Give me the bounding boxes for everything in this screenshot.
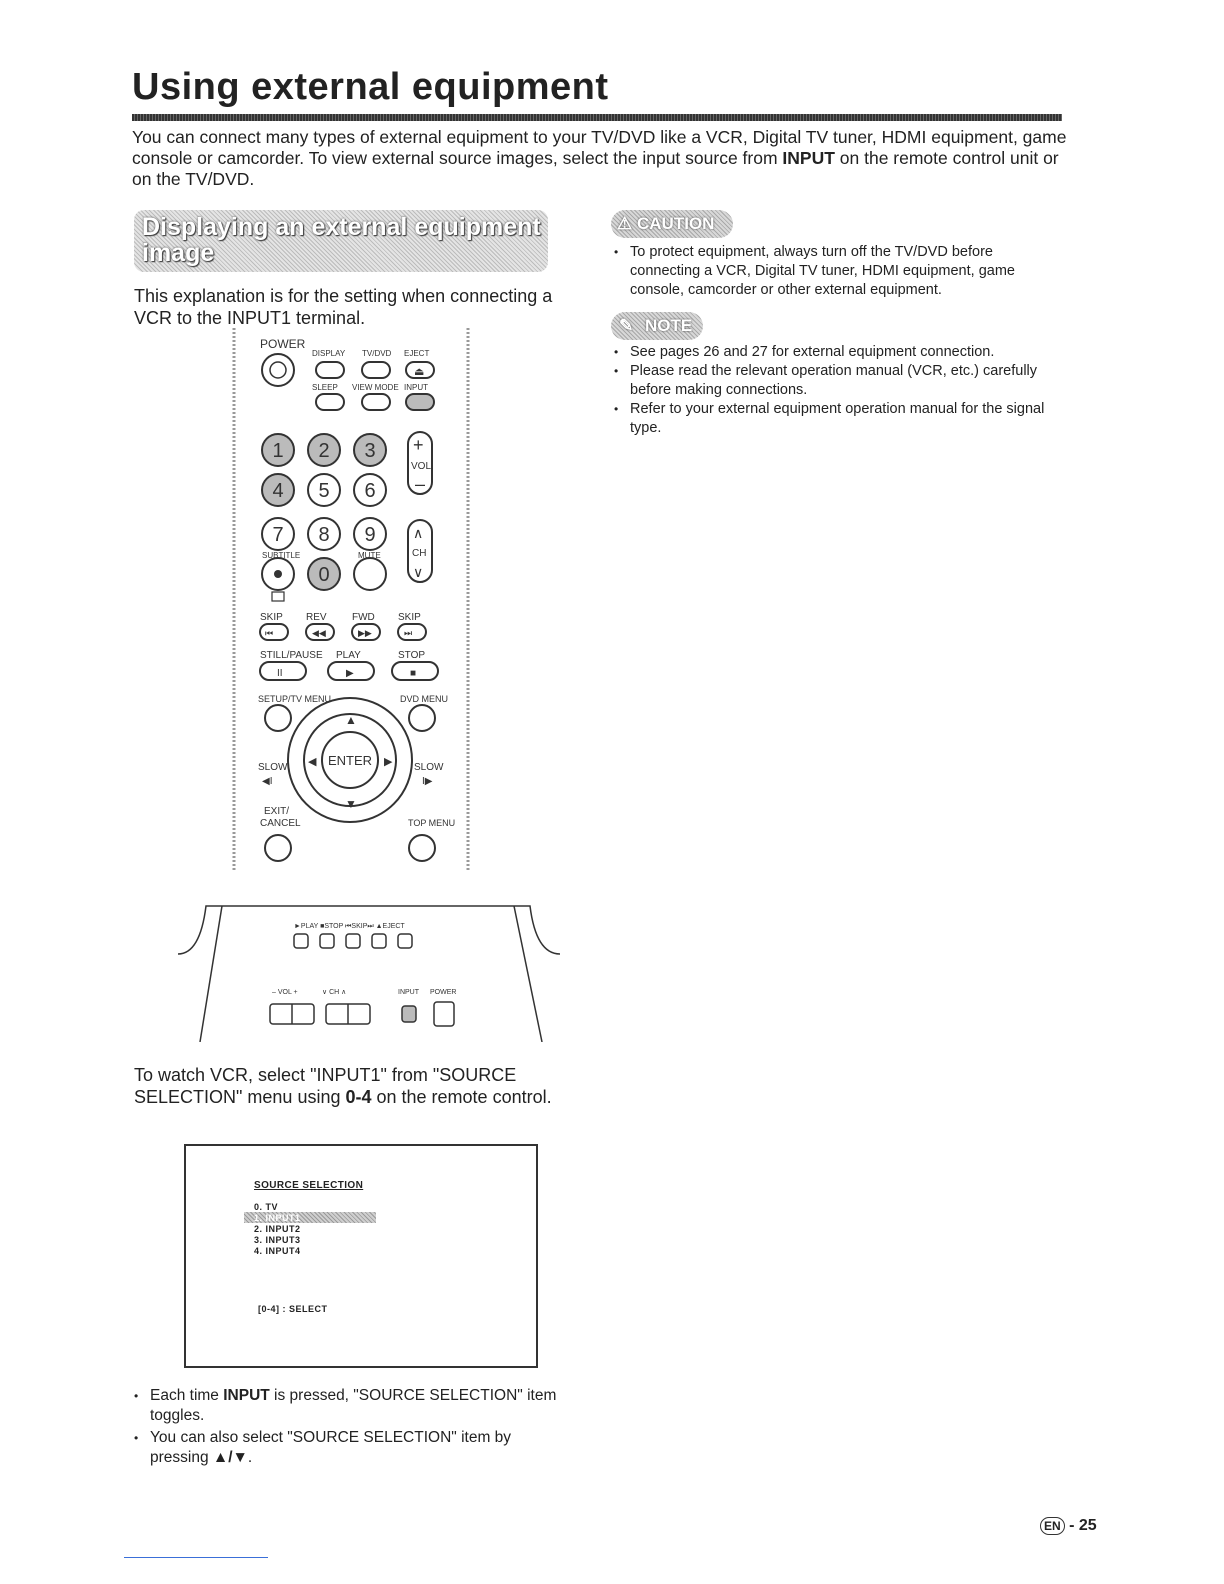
tvdvd-button xyxy=(362,362,390,378)
top-menu-button xyxy=(409,835,435,861)
svg-text:I▶: I▶ xyxy=(422,776,433,787)
footer-rule xyxy=(124,1557,268,1558)
bottom-notes xyxy=(134,1386,564,1468)
svg-text:0: 0 xyxy=(318,564,330,586)
osd-hint: [0-4] : SELECT xyxy=(258,1304,328,1314)
dvd-menu-button xyxy=(409,705,435,731)
panel-vol-label: – VOL + xyxy=(272,989,298,996)
bullet-item: • Each time INPUT is pressed, "SOURCE SELECTION" item toggles. xyxy=(134,1386,564,1426)
svg-text:3: 3 xyxy=(364,440,376,462)
svg-text:II: II xyxy=(277,668,283,679)
slow-left-label: SLOW xyxy=(258,762,288,773)
dvd-menu-label: DVD MENU xyxy=(400,694,449,704)
bullet-item: • You can also select "SOURCE SELECTION" item by pressing ▲/▼. xyxy=(134,1428,564,1468)
pause-button xyxy=(260,662,306,680)
page-number: EN - 25 xyxy=(1040,1517,1097,1535)
bullet-item: • Refer to your external equipment operation manual for the signal type. xyxy=(614,400,1064,438)
title-rule xyxy=(132,114,1062,121)
skip-fwd-label: SKIP xyxy=(398,612,421,623)
caution-list xyxy=(614,243,1064,300)
page-title: Using external equipment xyxy=(132,66,609,108)
top-menu-label: TOP MENU xyxy=(408,818,456,828)
slow-right-label: SLOW xyxy=(414,762,444,773)
panel-eject-button xyxy=(398,934,412,948)
ch-label: CH xyxy=(412,548,427,559)
exit-button xyxy=(265,835,291,861)
exit-label: EXIT/ xyxy=(264,806,290,817)
panel-skip-back-button xyxy=(346,934,360,948)
panel-input-label: INPUT xyxy=(398,989,419,996)
viewmode-label: VIEW MODE xyxy=(352,383,399,392)
svg-text:⏮: ⏮ xyxy=(265,628,274,638)
panel-skip-fwd-button xyxy=(372,934,386,948)
vol-label: VOL xyxy=(411,461,432,472)
right-arrow-icon: ▶ xyxy=(384,756,393,768)
up-arrow-icon: ▲ xyxy=(345,713,357,727)
vol-plus-icon: + xyxy=(413,435,424,455)
svg-text:◀I: ◀I xyxy=(262,776,273,787)
skip-back-label: SKIP xyxy=(260,612,283,623)
note-list xyxy=(614,343,1064,438)
display-button xyxy=(316,362,344,378)
panel-power-button xyxy=(434,1002,454,1026)
display-label: DISPLAY xyxy=(312,349,346,358)
ch-down-icon: ∨ xyxy=(413,564,424,580)
remote-control-illustration xyxy=(232,328,470,870)
osd-item[interactable]: 0. TV xyxy=(254,1202,279,1212)
svg-text:7: 7 xyxy=(272,524,284,546)
source-selection-screen xyxy=(184,1144,538,1368)
front-panel-illustration xyxy=(170,896,590,1042)
svg-text:⏭: ⏭ xyxy=(404,628,413,638)
down-arrow-icon: ▼ xyxy=(345,797,357,811)
section-explanation: This explanation is for the setting when connecting a VCR to the INPUT1 terminal. xyxy=(134,286,553,328)
intro-paragraph: You can connect many types of external equipment to your TV/DVD like a VCR, Digital TV tuner, HDMI equipment, game console or camcorder. To view external source images, select the input source from INPUT on the remote control unit or on the TV/DVD. xyxy=(132,127,1067,189)
vol-minus-icon: – xyxy=(415,474,426,494)
setup-menu-button xyxy=(265,705,291,731)
still-pause-label: STILL/PAUSE xyxy=(260,650,323,661)
sleep-label: SLEEP xyxy=(312,383,338,392)
ch-up-icon: ∧ xyxy=(413,525,424,541)
fwd-label: FWD xyxy=(352,612,375,623)
caution-icon: ⚠ xyxy=(617,214,633,233)
svg-text:1: 1 xyxy=(272,440,284,462)
power-button[interactable] xyxy=(262,354,294,386)
svg-text:2: 2 xyxy=(318,440,330,462)
bullet-item: • To protect equipment, always turn off the TV/DVD before connecting a VCR, Digital TV tuner, HDMI equipment, game console, camcorder or other external equipment. xyxy=(614,243,1064,300)
mute-label: MUTE xyxy=(358,551,381,560)
panel-stop-button xyxy=(320,934,334,948)
svg-text:8: 8 xyxy=(318,524,330,546)
input-button xyxy=(406,394,434,410)
svg-text:■: ■ xyxy=(410,668,417,679)
language-badge: EN xyxy=(1040,1517,1065,1535)
mute-button xyxy=(354,558,386,590)
note-badge: ✎ NOTE xyxy=(611,312,703,340)
svg-text:4: 4 xyxy=(272,480,284,502)
power-label: POWER xyxy=(260,337,306,351)
viewmode-button xyxy=(362,394,390,410)
panel-input-button xyxy=(402,1006,416,1022)
svg-text:▶▶: ▶▶ xyxy=(358,628,372,638)
caution-badge: ⚠ CAUTION xyxy=(611,210,733,238)
rev-label: REV xyxy=(306,612,327,623)
digit-buttons[interactable] xyxy=(262,434,386,590)
cancel-label: CANCEL xyxy=(260,818,301,829)
left-arrow-icon: ◀ xyxy=(308,756,317,768)
panel-play-button xyxy=(294,934,308,948)
section-heading: Displaying an external equipment image xyxy=(134,210,548,272)
osd-title: SOURCE SELECTION xyxy=(254,1180,364,1191)
osd-item[interactable]: 2. INPUT2 xyxy=(254,1224,301,1234)
bullet-item: • Please read the relevant operation manual (VCR, etc.) carefully before making connections. xyxy=(614,362,1064,400)
note-pencil-icon: ✎ xyxy=(619,316,634,335)
eject-label: EJECT xyxy=(404,349,430,358)
eject-icon: ⏏ xyxy=(414,366,425,378)
subtitle-icon xyxy=(272,592,284,601)
panel-ch-label: ∨ CH ∧ xyxy=(322,989,347,996)
bullet-item: • See pages 26 and 27 for external equipment connection. xyxy=(614,343,1064,362)
osd-item[interactable]: 3. INPUT3 xyxy=(254,1235,301,1245)
osd-item[interactable]: 1. INPUT1 xyxy=(254,1213,301,1223)
svg-text:6: 6 xyxy=(364,480,376,502)
svg-text:◀◀: ◀◀ xyxy=(312,628,326,638)
subtitle-label: SUBTITLE xyxy=(262,551,301,560)
panel-power-label: POWER xyxy=(430,989,457,996)
svg-text:9: 9 xyxy=(364,524,376,546)
panel-top-labels: ►PLAY ■STOP ⏮SKIP⏭ ▲EJECT xyxy=(294,923,405,930)
svg-text:5: 5 xyxy=(318,480,330,502)
tvdvd-label: TV/DVD xyxy=(362,349,392,358)
input-label: INPUT xyxy=(404,383,428,392)
stop-label: STOP xyxy=(398,650,426,661)
watch-instruction: To watch VCR, select "INPUT1" from "SOURCE SELECTION" menu using 0-4 on the remote control. xyxy=(134,1065,552,1107)
enter-label: ENTER xyxy=(327,753,373,768)
play-label: PLAY xyxy=(336,650,361,661)
setup-menu-label: SETUP/TV MENU xyxy=(258,694,332,704)
osd-item[interactable]: 4. INPUT4 xyxy=(254,1246,301,1256)
sleep-button xyxy=(316,394,344,410)
svg-text:▶: ▶ xyxy=(346,668,354,679)
